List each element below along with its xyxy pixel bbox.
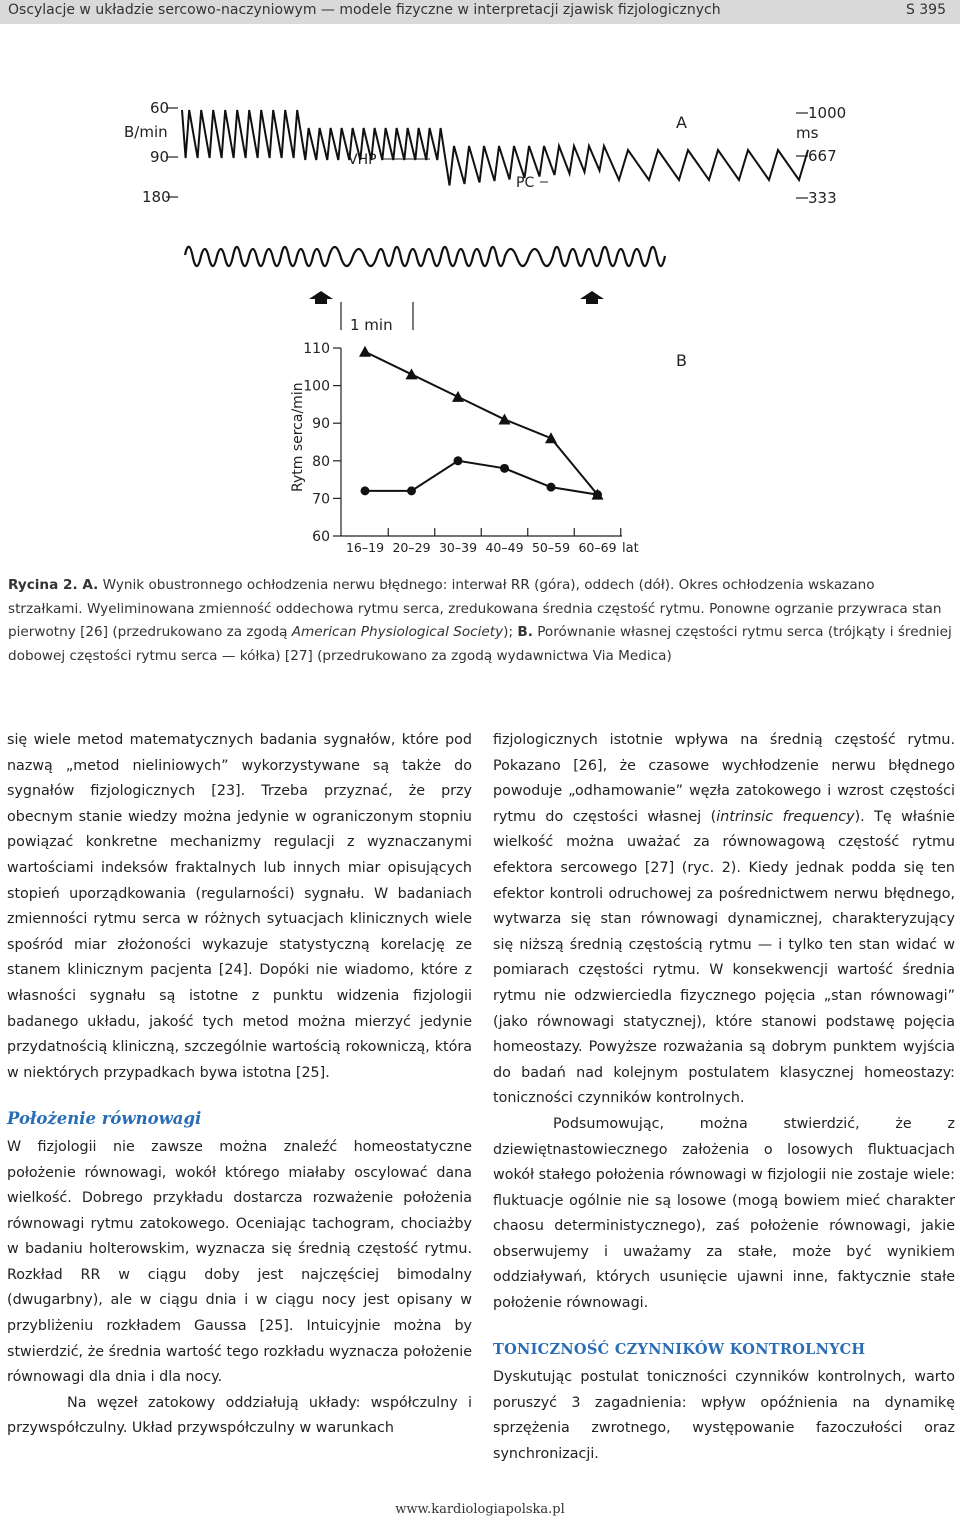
x-tick-label: 20–29 xyxy=(392,540,431,555)
section-heading-tonicznosc: TONICZNOŚĆ CZYNNIKÓW KONTROLNYCH xyxy=(493,1340,866,1358)
left-tick-90: 90 xyxy=(150,148,170,166)
triangle-marker xyxy=(545,432,557,443)
caption-text-1: Wynik obustronnego ochłodzenia nerwu błędnego: interwał RR (góra), oddech (dół). Okres ochłodzenia wskazano strzałkami. Wyeliminowana zmienność oddechowa rytmu serca, zredukowana średnia częstość rytmu. Ponowne ogrzanie przywraca stan pierwotny [26] (przedrukowano za zgodą xyxy=(8,577,942,640)
caption-text-2: ); xyxy=(503,624,518,640)
rr-interval-trace xyxy=(182,110,808,186)
x-tick-label: 60–69 xyxy=(578,540,617,555)
section-heading-polozenie: Położenie równowagi xyxy=(7,1109,202,1129)
panel-b-label: B xyxy=(676,351,687,370)
x-tick-label: 50–59 xyxy=(531,540,571,555)
right-tick-333: 333 xyxy=(808,189,837,207)
left-paragraph-1: się wiele metod matematycznych badania sygnałów, które pod nazwą „metod nieliniowych” wykorzystywane są także do sygnałów fizjologicznych [23]. Trzeba przyznać, że przy obecnym stanie wiedzy można jedynie w ograniczonym stopniu powiązać konkretne mechanizmy regulacji z wyznaczanymi wartościami indeksów fraktalnych lub innych miar opisujących stopień uporządkowania (regularności) sygnału. W badaniach zmienności rytmu serca w różnych sytuacjach klinicznych wiele spośród miar złożoności wykazuje statystyczną korelację ze stanem klinicznym pacjenta [24]. Dopóki nie wiadomo, które z własności sygnału są istotne z punktu widzenia fizjologii badanego układu, jakość tych metod można mierzyć jedynie przydatnością kliniczną, szczególnie wartością rokowniczą, która w niektórych przypadkach bywa istotna [25]. xyxy=(7,732,472,1081)
footer-url: www.kardiologiapolska.pl xyxy=(395,1502,565,1517)
x-axis-unit: lat xyxy=(622,541,639,556)
series-line-triangle xyxy=(365,352,598,495)
series-line-circle xyxy=(365,461,598,495)
circle-marker xyxy=(500,464,509,473)
x-tick-label: 30–39 xyxy=(438,540,478,555)
triangle-marker xyxy=(452,391,464,402)
y-tick-label: 80 xyxy=(312,453,330,470)
panel-a-label: A xyxy=(676,113,687,132)
triangle-marker xyxy=(499,413,511,424)
left-paragraph-3: Na węzeł zatokowy oddziałują układy: współczulny i przywspółczulny. Układ przywspółczulny w warunkach xyxy=(7,1394,472,1437)
triangle-marker xyxy=(406,368,418,379)
right-p1-b: ). Tę właśnie wielkość można uważać za równowagową częstość rytmu efektora sercowego [27] (ryc. 2). Kiedy jednak podda się ten efektor kontroli odruchowej za pośrednictwem nerwu błędnego, wytwarza się stan równowagi dynamicznej, charakteryzujący się niższą średnią częstością rytmu — i tylko ten stan widać w pomiarach częstości rytmu. W konsekwencji wartość średnia rytmu nie odzwierciedla fizycznego pojęcia „stan równowagi” (jako równowagi statycznej), które stanowi podstawę pojęcia homeostazy. Powyższe rozważania są dobrym punktem wyjścia do badań nad kolejnym postulatem klasycznej homeostazy: toniczności czynników kontrolnych. xyxy=(493,808,955,1107)
running-header xyxy=(0,0,960,24)
triangle-marker xyxy=(359,346,371,357)
y-tick-label: 90 xyxy=(312,416,330,433)
annotation-pc: PC xyxy=(516,175,535,191)
circle-marker xyxy=(361,486,370,495)
y-tick-label: 60 xyxy=(312,529,330,545)
figure-caption xyxy=(8,574,952,668)
running-title: Oscylacje w układzie sercowo-naczyniowym — modele fizyczne w interpretacji zjawisk fizjologicznych xyxy=(8,2,721,18)
respiration-trace xyxy=(185,247,665,266)
y-axis-label: Rytm serca/min xyxy=(290,382,306,492)
y-tick-label: 70 xyxy=(312,491,330,508)
left-paragraph-2: W fizjologii nie zawsze można znaleźć homeostatyczne położenie równowagi, wokół którego miałaby oscylować dana wielkość. Dobrego przykładu dostarcza rozważenie położenia równowagi rytmu zatokowego. Oceniając tachogram, chociażby w badaniu holterowskim, wyznacza się średnią częstość rytmu. Rozkład RR w ciągu doby jest najczęściej bimodalny (dwugarbny), ale w ciągu dnia i w ciągu nocy jest opisany w przybliżeniu rozkładem Gaussa [25]. Intuicyjnie można by stwierdzić, że średnia wartość tego rozkładu wyznacza położenie równowagi dla dnia i dla nocy. xyxy=(7,1138,472,1386)
circle-marker xyxy=(547,483,556,492)
right-tick-unit: ms xyxy=(796,124,819,142)
right-p1-italic: intrinsic frequency xyxy=(716,808,855,825)
y-tick-label: 100 xyxy=(303,378,330,395)
caption-label-b: B. xyxy=(517,624,533,640)
right-column xyxy=(493,728,955,1468)
x-tick-label: 16–19 xyxy=(345,540,385,555)
circle-marker xyxy=(454,456,463,465)
up-arrow-icon xyxy=(309,291,333,304)
left-tick-unit: B/min xyxy=(124,123,168,141)
page-number: S 395 xyxy=(905,2,946,18)
circle-marker xyxy=(407,486,416,495)
right-paragraph-2: Podsumowując, można stwierdzić, że z dziewiętnastowiecznego założenia o losowych fluktuacjach wokół stałego położenia równowagi w fizjologii nie zostaje wiele: fluktuacje ogólnie nie są losowe (mogą bowiem mieć charakter chaosu deterministycznego), zaś położenie równowagi, jakie obserwujemy i uważamy za stałe, może być wynikiem oddziaływań, których usunięcie ujawni inne, faktycznie stałe położenie równowagi. xyxy=(493,1115,955,1312)
circle-marker xyxy=(593,490,602,499)
left-column xyxy=(7,728,472,1442)
caption-text-3: Porównanie własnej częstości rytmu serca (trójkąty i średniej dobowej częstości rytmu serca — kółka) [27] (przedrukowano za zgodą wydawnictwa Via Medica) xyxy=(8,624,952,664)
panel-a xyxy=(124,99,846,334)
left-tick-60: 60 xyxy=(150,99,170,117)
right-p1-a: fizjologicznych istotnie wpływa na średnią częstość rytmu. Pokazano [26], że czasowe wychłodzenie nerwu błędnego powoduje „odhamowanie” węzła zatokowego i wzrost częstości rytmu do częstości własnej ( xyxy=(493,732,955,825)
annotation-vhp: VHP xyxy=(348,152,377,168)
caption-label: Rycina 2. A. xyxy=(8,577,99,593)
right-paragraph-3: Dyskutując postulat toniczności czynników kontrolnych, warto poruszyć 3 zagadnienia: wpływ opóźnienia na dynamikę sprzężenia zwrotnego, występowanie fazoczułości oraz synchronizacji. xyxy=(493,1369,955,1463)
up-arrow-icon xyxy=(580,291,604,304)
right-paragraph-1 xyxy=(493,728,955,1112)
right-tick-667: 667 xyxy=(808,147,837,165)
left-tick-180: 180 xyxy=(142,188,171,206)
panel-b-chart xyxy=(290,341,687,556)
y-tick-label: 110 xyxy=(303,341,330,357)
x-tick-label: 40–49 xyxy=(485,540,524,555)
right-tick-1000: 1000 xyxy=(808,104,847,122)
scale-bar-label: 1 min xyxy=(350,316,393,334)
figure-2 xyxy=(0,80,960,560)
caption-italic: American Physiological Society xyxy=(291,624,504,640)
